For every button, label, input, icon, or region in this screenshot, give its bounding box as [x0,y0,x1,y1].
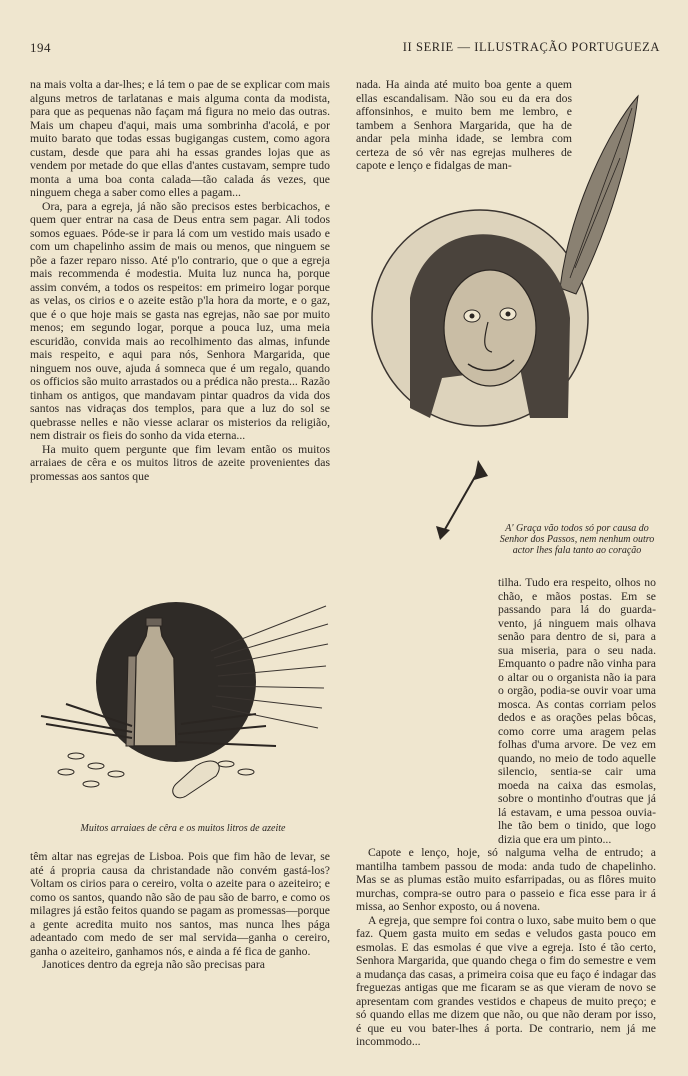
paragraph: nada. Ha ainda até muito boa gente a quem ellas escandalisam. Não sou eu da era dos affonsinhos, e muito bem me lembro, e tambem a Senhora Margarida, que ha de andar pela minha idade, se lembra com certeza de só vêr nas egrejas mulheres de capote e lenço e fidalgas de man- [356,78,572,172]
running-head: II SERIE — ILLUSTRAÇÃO PORTUGUEZA [402,40,660,54]
bottle-caption: Muitos arraiaes de cêra e os muitos litros de azeite [80,823,286,834]
paragraph: têm altar nas egrejas de Lisboa. Pois que fim hão de levar, se até á propria causa da christandade não convém gastá-los? Voltam os cirios para o cereiro, volta o azeite para o azeiteiro; e como os santos, quando não são de pau são de barro, e como os milagres já estão feitos quando se pagam as promessas—porque a gente acredita muito nos santos, mas nunca lhes pága adeantado com medo de ser mal servida—ganha o cereiro, ganha o azeiteiro, ganhamos nós, e ainda a fé fica de ganho. [30,850,330,958]
paragraph: tilha. Tudo era respeito, olhos no chão, e mãos postas. Em se passando para lá do guarda-vento, já ninguem mais olhava senão para dentro de si, para a sua miseria, para o seu nada. Emquanto o padre não vinha para o altar ou o organista não ia para o orgão, podia-se ouvir voar uma mosca. As contas corriam pelos dedos e as orações pelas bôcas, como corre uma aragem pelas folhas d'uma arvore. De vez em quando, no meio de todo aquelle silencio, sentia-se cair uma moeda na caixa das esmolas, sobre o montinho d'outras que já lá estavam, e uma pessoa ouvia-lhe tão bem o tinido, que logo dizia que era um pinto... [498,576,656,846]
left-column-text [30,78,330,483]
page-number: 194 [30,40,51,55]
paragraph: Capote e lenço, hoje, só nalguma velha de entrudo; a mantilha tambem passou de moda: anda tudo de chapelinho. Mas se as plumas estão muito esfarripadas, ou as flôres muito murchas, compra-se outro para o passeio e fica esse para ir á missa, ao Senhor exposto, ou á novena. [356,846,656,913]
portrait-drawing [370,88,656,548]
paragraph: Ha muito quem pergunte que fim levam então os muitos arraiaes de cêra e os muitos litros de azeite provenientes das promessas aos santos que [30,442,330,483]
paragraph: A egreja, que sempre foi contra o luxo, sabe muito bem o que faz. Quem gasta muito em sedas e veludos gasta pouco em esmolas. E das esmolas é que vive a egreja. Isto é tão certo, Senhora Margarida, que quando chega o fim do semestre e vem a mudança das casas, a primeira coisa que eu faço é indagar das freguezas antigas que me ficaram se as que vieram de novo se apresentam com grandes vestidos e chapeus de muito preço; e só quando ellas me dizem que não, ou que não deram por isso, é que eu vou bater-lhes á porta. De contrario, nem já me incommodo... [356,913,656,1048]
right-column-main-text [356,576,656,1049]
bottle-illustration [36,596,330,818]
portrait-caption: A' Graça vão todos só por causa do Senhor dos Passos, nem nenhum outro actor lhes fala tanto ao coração [499,523,655,556]
portrait-illustration [370,88,656,548]
bottle-drawing [36,596,330,818]
left-column-bottom-text [30,850,330,972]
paragraph: Ora, para a egreja, já não são precisos estes berbicachos, e quem quer entrar na casa de Deus entra sem pagar. Ali todos somos eguaes. Póde-se ir para lá com um vestido mais usado e com um chapelinho assim de mais ou menos, que ninguem se põe a fazer reparo nisso. Até p'lo contrario, que o que a egreja mais recommenda é modestia. Muita luz nunca ha, porque assim convém, a todos os respeitos: em primeiro logar porque as velas, os cirios e o azeite estão p'la hora da morte, e o gaz, que é o que hoje mais se gasta nas egrejas, não sae por muito menos; em segundo logar, porque a pouca luz, uma meia escuridão, convida mais ao recolhimento das almas, infunde mais respeito, e aqui para nós, Senhora Margarida, que ninguem nos ouve, ajuda á somneca que é um regalo, quando os officios são muito arrastados ou a prédica não presta... Razão tinham os antigos, que mandavam pintar quadros da vida dos santos nas vidraças dos templos, para que a luz do sol se quebrasse nelles e não viesse aclarar os misterios da religião, nem distrair os fieis do sonho da vida eterna... [30,199,330,442]
paragraph: na mais volta a dar-lhes; e lá tem o pae de se explicar com mais alguns metros de tarlatanas e mais alguma conta da modista, para que as pequenas não façam má figura no meio das outras. Mais um chapeu d'aqui, mais uma sombrinha d'acolá, e por muito barato que todas essas bugigangas custem, como agora custam, desde que para ahi ha essas grandes lojas que as vendem por metade do que ellas d'antes custavam, sempre tudo monta a uma boa conta calada—tão calada ás vezes, que ninguem chega a saber como elles a pagam... [30,78,330,199]
paragraph: Janotices dentro da egreja não são precisas para [42,958,265,971]
